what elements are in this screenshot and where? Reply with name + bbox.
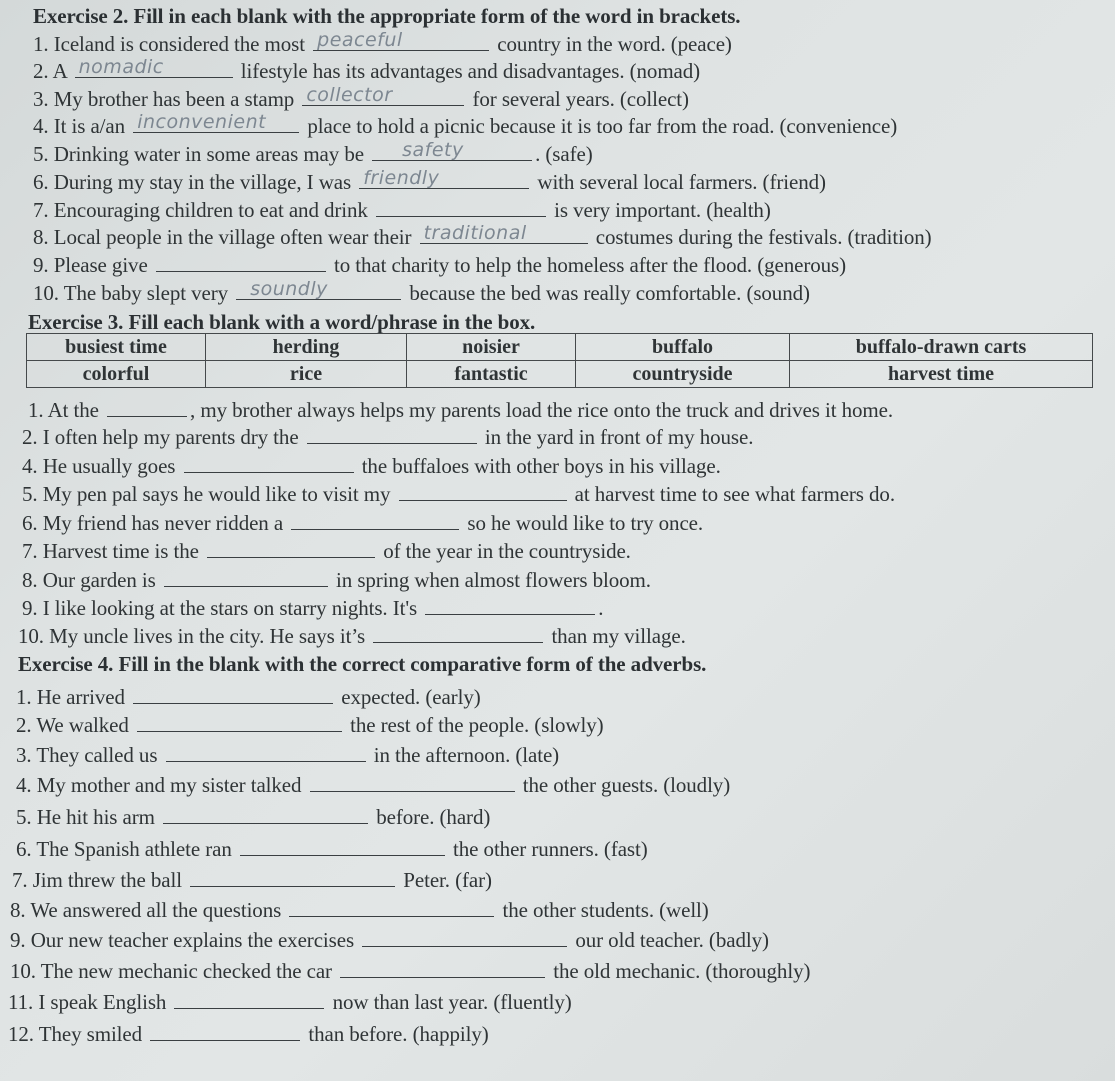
item-number: 4. [16,773,32,797]
item-text-before: We walked [36,713,129,737]
ex3-item-1 [28,396,893,423]
ex4-item-10 [10,957,810,984]
item-text-after: to that charity to help the homeless after the flood. (generous) [334,253,847,277]
item-text-before: The Spanish athlete ran [36,837,232,861]
word-box-table [26,333,1093,388]
item-text-after: in the afternoon. (late) [373,743,560,767]
ex4-item-12 [8,1020,489,1047]
answer-blank[interactable] [107,396,187,417]
ex4-item-3 [16,741,559,768]
handwritten-answer: safety [402,139,464,161]
item-text-after: . (safe) [535,142,593,166]
item-text-after: than my village. [551,624,686,648]
item-text-before: My mother and my sister talked [36,773,302,797]
item-number: 1. [28,398,44,422]
word-box-cell: fantastic [407,361,576,388]
item-text-before: Drinking water in some areas may be [53,142,364,166]
answer-blank[interactable] [184,452,354,473]
ex4-item-11 [8,988,572,1015]
answer-blank[interactable] [376,196,546,217]
ex3-item-2 [22,423,753,450]
word-box-cell: rice [206,361,407,388]
ex4-item-9 [10,926,769,953]
ex4-item-7 [12,866,492,893]
item-text-before: My brother has been a stamp [53,87,295,111]
item-text-before: They called us [36,743,158,767]
answer-blank[interactable] [302,85,464,106]
ex2-item-1 [33,30,732,57]
word-box-cell: countryside [576,361,790,388]
item-number: 10. [18,624,44,648]
answer-blank[interactable] [291,509,459,530]
item-number: 8. [33,225,49,249]
item-text-after: the buffaloes with other boys in his village. [361,454,721,478]
item-text-after: the old mechanic. (thoroughly) [553,959,811,983]
item-number: 2. [16,713,32,737]
item-number: 8. [10,898,26,922]
item-text-before: At the [47,398,99,422]
item-number: 3. [33,87,49,111]
answer-blank[interactable] [362,926,567,947]
word-box-cell: colorful [27,361,206,388]
item-text-after: place to hold a picnic because it is too far from the road. (convenience) [307,114,898,138]
answer-blank[interactable] [425,594,595,615]
answer-blank[interactable] [156,251,326,272]
item-text-before: I often help my parents dry the [42,425,299,449]
item-text-before: The new mechanic checked the car [40,959,332,983]
item-number: 2. [22,425,38,449]
ex2-item-8 [33,223,932,250]
ex2-item-5 [33,140,593,167]
item-text-after: is very important. (health) [554,198,771,222]
item-text-after: of the year in the countryside. [383,539,631,563]
answer-blank[interactable] [372,140,532,161]
item-text-before: We answered all the questions [30,898,282,922]
answer-blank[interactable] [133,683,333,704]
item-text-before: Please give [53,253,148,277]
ex3-item-9 [22,594,603,621]
item-text-after: now than last year. (fluently) [332,990,572,1014]
item-number: 7. [22,539,38,563]
ex2-item-10 [33,279,810,306]
item-text-before: He hit his arm [36,805,155,829]
answer-blank[interactable] [174,988,324,1009]
answer-blank[interactable] [166,741,366,762]
item-text-after: for several years. (collect) [472,87,689,111]
item-text-before: My pen pal says he would like to visit my [42,482,391,506]
answer-blank[interactable] [75,57,233,78]
item-text-after: country in the word. (peace) [497,32,732,56]
answer-blank[interactable] [150,1020,300,1041]
item-number: 9. [33,253,49,277]
item-text-after: before. (hard) [376,805,491,829]
ex4-item-5 [16,803,490,830]
item-number: 1. [33,32,49,56]
item-text-after: than before. (happily) [308,1022,489,1046]
answer-blank[interactable] [359,168,529,189]
item-text-before: My friend has never ridden a [42,511,284,535]
item-number: 8. [22,568,38,592]
answer-blank[interactable] [137,711,342,732]
answer-blank[interactable] [307,423,477,444]
handwritten-answer: collector [306,84,393,106]
item-text-before: Our new teacher explains the exercises [30,928,355,952]
item-number: 6. [16,837,32,861]
item-text-after: the rest of the people. (slowly) [350,713,604,737]
item-text-before: I speak English [38,990,167,1014]
item-text-after: Peter. (far) [403,868,492,892]
answer-blank[interactable] [313,30,489,51]
item-number: 12. [8,1022,34,1046]
item-text-before: It is a/an [53,114,126,138]
item-number: 7. [12,868,28,892]
word-box-cell: noisier [407,334,576,361]
item-text-before: The baby slept very [63,281,229,305]
word-box-cell: harvest time [790,361,1093,388]
answer-blank[interactable] [164,566,328,587]
answer-blank[interactable] [133,112,299,133]
ex3-item-4 [22,452,721,479]
answer-blank[interactable] [420,223,588,244]
item-number: 10. [10,959,36,983]
item-text-after: our old teacher. (badly) [575,928,769,952]
item-text-after: the other students. (well) [502,898,709,922]
handwritten-answer: peaceful [317,29,403,51]
item-text-before: Iceland is considered the most [53,32,305,56]
ex2-item-2 [33,57,700,84]
item-text-after: so he would like to try once. [467,511,704,535]
item-text-before: A [52,59,67,83]
handwritten-answer: inconvenient [137,111,267,133]
ex2-item-6 [33,168,826,195]
item-text-before: Jim threw the ball [32,868,182,892]
ex4-item-2 [16,711,604,738]
ex3-item-6 [22,509,703,536]
item-text-before: Our garden is [42,568,156,592]
item-number: 5. [16,805,32,829]
ex2-item-4 [33,112,897,139]
ex4-item-4 [16,771,730,798]
item-text-before: Harvest time is the [42,539,199,563]
item-text-before: My uncle lives in the city. He says it’s [49,624,366,648]
item-number: 2. [33,59,49,83]
item-text-after: in spring when almost flowers bloom. [336,568,651,592]
answer-blank[interactable] [373,622,543,643]
item-text-before: I like looking at the stars on starry nights. It's [42,596,418,620]
item-text-after: lifestyle has its advantages and disadvantages. (nomad) [240,59,701,83]
handwritten-answer: traditional [423,222,527,244]
ex4-item-1 [16,683,481,710]
item-number: 10. [33,281,59,305]
answer-blank[interactable] [207,537,375,558]
item-number: 6. [33,170,49,194]
item-text-after: costumes during the festivals. (tradition) [595,225,932,249]
handwritten-answer: friendly [363,167,440,189]
item-number: 7. [33,198,49,222]
item-number: 6. [22,511,38,535]
answer-blank[interactable] [236,279,401,300]
ex4-item-8 [10,896,709,923]
handwritten-answer: soundly [250,278,328,300]
item-text-after: because the bed was really comfortable. (sound) [409,281,810,305]
item-number: 4. [22,454,38,478]
ex2-item-3 [33,85,689,112]
item-text-before: During my stay in the village, I was [53,170,352,194]
ex3-item-8 [22,566,651,593]
ex2-item-9 [33,251,846,278]
answer-blank[interactable] [240,835,445,856]
ex4-item-6 [16,835,648,862]
word-box-cell: buffalo [576,334,790,361]
exercise-2-title: Exercise 2. Fill in each blank with the appropriate form of the word in brackets. [33,4,741,28]
ex3-item-10 [18,622,686,649]
item-text-before: Local people in the village often wear their [53,225,412,249]
item-text-after: expected. (early) [341,685,481,709]
item-text-before: Encouraging children to eat and drink [53,198,368,222]
word-box-row [27,361,1093,388]
answer-blank[interactable] [340,957,545,978]
item-number: 1. [16,685,32,709]
handwritten-answer: nomadic [78,56,164,78]
answer-blank[interactable] [399,480,567,501]
item-number: 11. [8,990,34,1014]
item-number: 4. [33,114,49,138]
item-text-after: , my brother always helps my parents load the rice onto the truck and drives it home. [190,398,894,422]
word-box-row [27,334,1093,361]
answer-blank[interactable] [190,866,395,887]
item-text-after: the other guests. (loudly) [522,773,731,797]
item-text-after: . [598,596,604,620]
item-text-after: with several local farmers. (friend) [537,170,826,194]
answer-blank[interactable] [289,896,494,917]
item-text-before: He usually goes [42,454,176,478]
item-text-after: at harvest time to see what farmers do. [574,482,895,506]
answer-blank[interactable] [163,803,368,824]
word-box-cell: buffalo-drawn carts [790,334,1093,361]
ex3-item-5 [22,480,895,507]
item-number: 9. [10,928,26,952]
exercise-3-title: Exercise 3. Fill each blank with a word/phrase in the box. [28,310,536,334]
item-text-before: He arrived [36,685,125,709]
item-number: 9. [22,596,38,620]
item-number: 5. [33,142,49,166]
exercise-4-title: Exercise 4. Fill in the blank with the correct comparative form of the adverbs. [18,652,707,676]
ex3-item-7 [22,537,631,564]
item-text-after: in the yard in front of my house. [484,425,754,449]
item-number: 3. [16,743,32,767]
ex2-item-7 [33,196,771,223]
word-box-cell: herding [206,334,407,361]
item-text-after: the other runners. (fast) [453,837,648,861]
item-text-before: They smiled [38,1022,143,1046]
answer-blank[interactable] [310,771,515,792]
item-number: 5. [22,482,38,506]
word-box-cell: busiest time [27,334,206,361]
